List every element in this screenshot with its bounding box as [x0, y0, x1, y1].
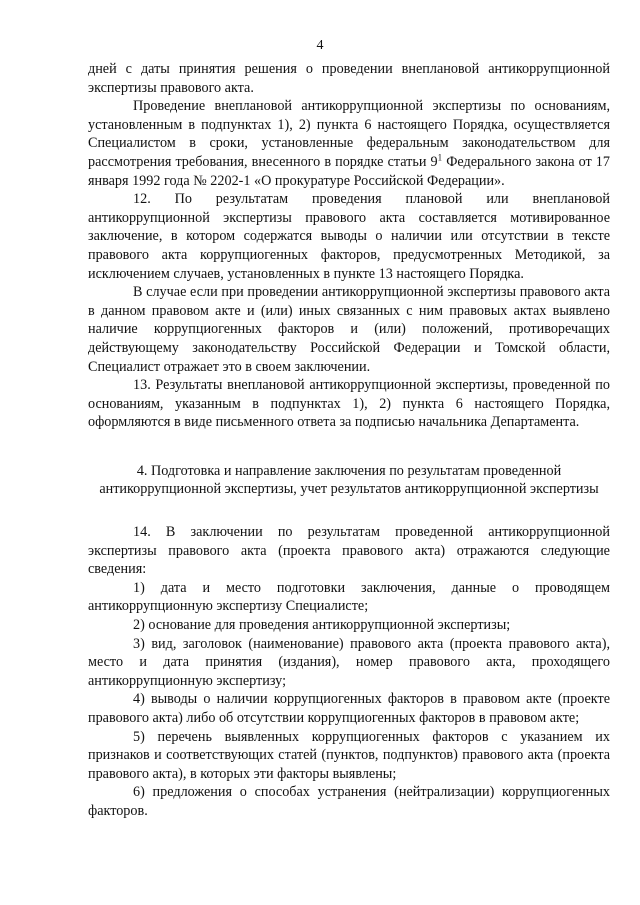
list-item-3: 3) вид, заголовок (наименование) правового акта (проекта правового акта), место и дата принятия (издания), номер правового акта, проходящего антикоррупционную экспертизу;: [88, 635, 610, 689]
paragraph-item-14: 14. В заключении по результатам проведенной антикоррупционной экспертизы правового акта (проекта правового акта) отражаются следующие сведения:: [88, 524, 610, 578]
list-item-5: 5) перечень выявленных коррупциогенных факторов с указанием их признаков и соответствующих статей (пунктов, подпунктов) правового акта (проекта правового акта), в которых эти факторы выявлены;: [88, 728, 610, 782]
paragraph-item-13: 13. Результаты внеплановой антикоррупционной экспертизы, проведенной по основаниям, указанным в подпунктах 1), 2) пункта 6 настоящего Порядка, оформляются в виде письменного ответа за подписью начальника Департамента.: [88, 377, 610, 431]
paragraph-item-12: 12. По результатам проведения плановой или внеплановой антикоррупционной экспертизы правового акта составляется мотивированное заключение, в котором содержатся выводы о наличии или отсутствии в тексте правового акта коррупциогенных факторов, предусмотренных Методикой, за исключением случаев, установленных в пункте 13 настоящего Порядка.: [88, 191, 610, 282]
paragraph-conflicting-provisions: В случае если при проведении антикоррупционной экспертизы правового акта в данном правовом акте и (или) иных связанных с ним правовых актах выявлено наличие коррупциогенных факторов и (или) положений, противоречащих действующему законодательству Российской Федерации и Томской области, Специалист отражает это в своем заключении.: [88, 284, 610, 375]
paragraph-text-part: Проведение внеплановой антикоррупционной экспертизы по основаниям, установленным в подпунктах 1), 2) пункта 6 настоящего Порядка, осуществляется Специалистом в сроки, установленные федеральным законодательством для рассмотрения требования, внесенного в порядке статьи 9: [88, 98, 610, 170]
list-item-1: 1) дата и место подготовки заключения, данные о проводящем антикоррупционную экспертизу Специалисте;: [88, 579, 610, 615]
paragraph-continuation: дней с даты принятия решения о проведении внеплановой антикоррупционной экспертизы правового акта.: [88, 61, 610, 96]
list-item-6: 6) предложения о способах устранения (нейтрализации) коррупциогенных факторов.: [88, 784, 610, 819]
list-item-4: 4) выводы о наличии коррупциогенных факторов в правовом акте (проекте правового акта) либо об отсутствии коррупциогенных факторов в правовом акте;: [88, 691, 610, 726]
document-body: [88, 60, 610, 821]
paragraph-text-part: Федерального закона от 17 января 1992 года № 2202-1 «О прокуратуре Российской Федерации».: [88, 153, 610, 189]
section-heading: 4. Подготовка и направление заключения по результатам проведенной антикоррупционной экспертизы, учет результатов антикоррупционной экспертизы: [99, 462, 599, 498]
superscript-article-index: 1: [437, 152, 443, 163]
list-item-2: 2) основание для проведения антикоррупционной экспертизы;: [133, 617, 511, 634]
page-number: 4: [316, 38, 324, 53]
paragraph-unscheduled-expertise-terms: [88, 97, 610, 190]
